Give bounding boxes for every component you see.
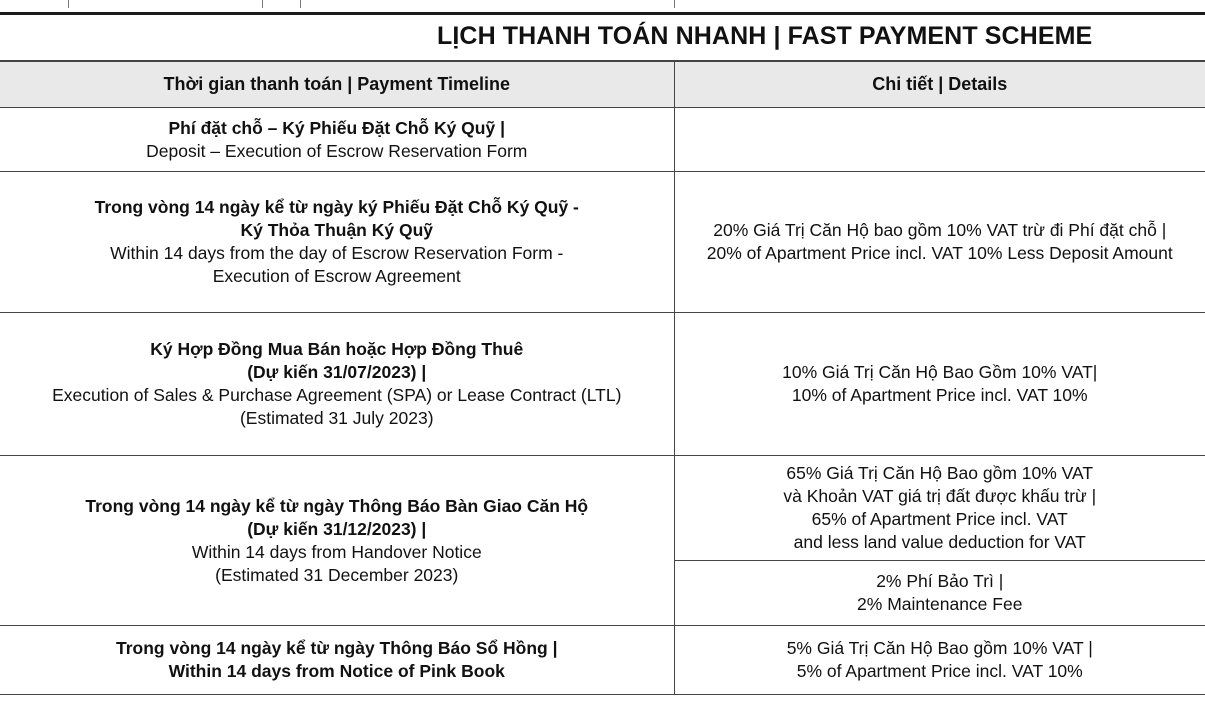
details-text: 5% Giá Trị Căn Hộ Bao gồm 10% VAT | 5% of Apartment Price incl. VAT 10% [786,638,1093,681]
timeline-vi: Trong vòng 14 ngày kể từ ngày Thông Báo Sổ Hồng | [116,638,558,658]
details-text: 20% Giá Trị Căn Hộ bao gồm 10% VAT trừ đi Phí đặt chỗ | 20% of Apartment Price incl. VAT 10% Less Deposit Amount [706,220,1173,263]
timeline-cell [0,626,674,695]
column-header-timeline: Thời gian thanh toán | Payment Timeline [0,61,674,108]
timeline-en: Within 14 days from the day of Escrow Reservation Form - Execution of Escrow Agreement [110,243,564,286]
details-cell [674,172,1205,313]
timeline-cell [0,456,674,626]
details-cell-maintenance [674,561,1205,626]
details-cell [674,108,1205,172]
timeline-cell [0,108,674,172]
cropped-divider [674,0,675,8]
table-row [0,456,1205,561]
timeline-en: Execution of Sales & Purchase Agreement (SPA) or Lease Contract (LTL) (Estimated 31 July 2023) [52,385,622,428]
details-cell [674,626,1205,695]
top-rule [0,12,1205,15]
timeline-vi: Trong vòng 14 ngày kể từ ngày ký Phiếu Đặt Chỗ Ký Quỹ - Ký Thỏa Thuận Ký Quỹ [94,197,579,240]
details-text: 10% Giá Trị Căn Hộ Bao Gồm 10% VAT| 10% of Apartment Price incl. VAT 10% [782,362,1098,405]
payment-scheme-table [0,60,1205,695]
timeline-vi: Trong vòng 14 ngày kể từ ngày Thông Báo Bàn Giao Căn Hộ (Dự kiến 31/12/2023) | [85,495,589,539]
timeline-vi: Ký Hợp Đồng Mua Bán hoặc Hợp Đồng Thuê (Dự kiến 31/07/2023) | [150,339,524,382]
timeline-en: Within 14 days from Handover Notice (Estimated 31 December 2023) [191,541,482,585]
top-cropped-strip [0,0,1205,12]
table-row [0,172,1205,313]
cropped-divider [300,0,301,8]
timeline-cell [0,172,674,313]
timeline-cell [0,313,674,456]
table-row [0,626,1205,695]
details-cell [674,313,1205,456]
timeline-vi: Phí đặt chỗ – Ký Phiếu Đặt Chỗ Ký Quỹ | [168,117,505,138]
details-text: 65% Giá Trị Căn Hộ Bao gồm 10% VAT và Khoản VAT giá trị đất được khấu trừ | 65% of Apartment Price incl. VAT and less land value deduction for VAT [783,463,1097,552]
column-header-details: Chi tiết | Details [674,61,1205,108]
details-text: 2% Phí Bảo Trì | 2% Maintenance Fee [857,571,1023,614]
table-row [0,313,1205,456]
timeline-en: Deposit – Execution of Escrow Reservation Form [146,140,528,161]
cropped-divider [68,0,69,8]
table-header-row [0,61,1205,108]
timeline-en: Within 14 days from Notice of Pink Book [168,661,505,681]
page-title: LỊCH THANH TOÁN NHANH | FAST PAYMENT SCHEME [437,22,1093,50]
table-row [0,108,1205,172]
details-cell [674,456,1205,561]
cropped-divider [262,0,263,8]
